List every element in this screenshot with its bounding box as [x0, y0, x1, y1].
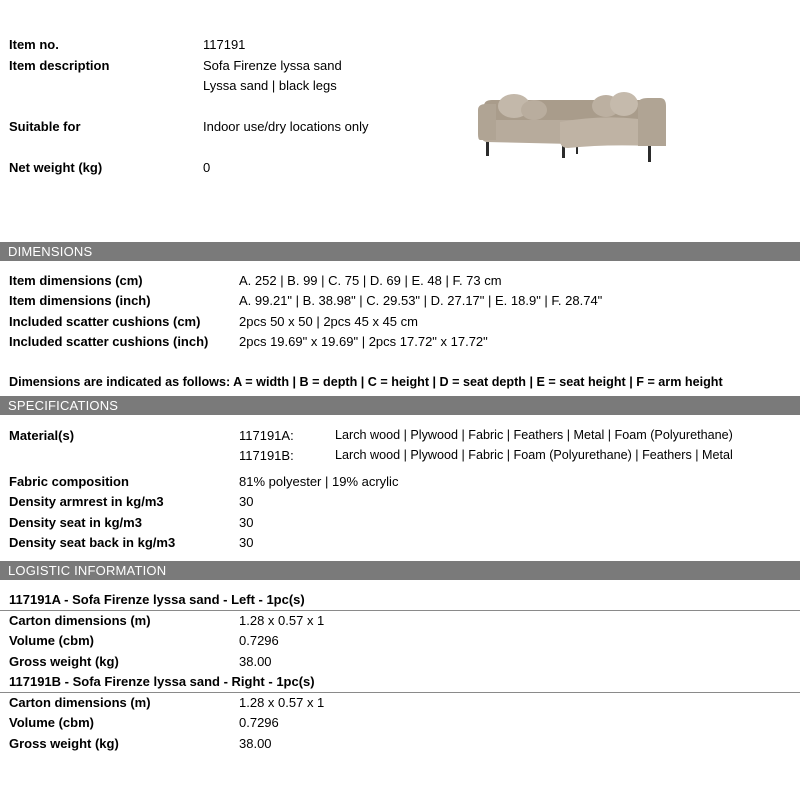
logistics-value: 1.28 x 0.57 x 1: [239, 613, 325, 628]
spec-label: Density armrest in kg/m3: [9, 494, 164, 509]
dimensions-label: Item dimensions (inch): [9, 293, 151, 308]
spec-label: Density seat back in kg/m3: [9, 535, 176, 550]
spec-label: Fabric composition: [9, 474, 129, 489]
logistics-value: 38.00: [239, 736, 272, 751]
logistics-label: Gross weight (kg): [9, 736, 119, 751]
spec-value: 30: [239, 515, 254, 530]
sofa-armrest: [638, 98, 666, 146]
spec-value: 30: [239, 494, 254, 509]
logistics-value: 0.7296: [239, 715, 279, 730]
dimensions-legend-note: Dimensions are indicated as follows: A = width | B = depth | C = height | D = seat depth | E = seat height | F = arm height: [9, 375, 723, 389]
sofa-product-image: [476, 84, 668, 164]
dimensions-value: 2pcs 19.69" x 19.69" | 2pcs 17.72" x 17.72": [239, 334, 488, 349]
item-no-value: 117191: [203, 37, 246, 52]
materials-label: Material(s): [9, 428, 75, 443]
spec-value: 30: [239, 535, 254, 550]
material-code: 117191A:: [239, 428, 294, 443]
item-no-label: Item no.: [9, 37, 59, 52]
dimensions-label: Item dimensions (cm): [9, 273, 143, 288]
item-description-line1: Sofa Firenze lyssa sand: [203, 58, 342, 73]
logistics-label: Volume (cbm): [9, 715, 94, 730]
logistics-label: Gross weight (kg): [9, 654, 119, 669]
net-weight-value: 0: [203, 160, 211, 175]
material-value: Larch wood | Plywood | Fabric | Foam (Polyurethane) | Feathers | Metal: [335, 448, 733, 462]
sofa-cushion: [521, 100, 547, 120]
spec-value: 81% polyester | 19% acrylic: [239, 474, 399, 489]
net-weight-label: Net weight (kg): [9, 160, 103, 175]
spec-label: Density seat in kg/m3: [9, 515, 142, 530]
logistics-label: Volume (cbm): [9, 633, 94, 648]
material-code: 117191B:: [239, 448, 294, 463]
dimensions-value: 2pcs 50 x 50 | 2pcs 45 x 45 cm: [239, 314, 418, 329]
material-value: Larch wood | Plywood | Fabric | Feathers | Metal | Foam (Polyurethane): [335, 428, 733, 442]
sofa-armrest: [478, 104, 496, 140]
suitable-for-label: Suitable for: [9, 119, 81, 134]
dimensions-label: Included scatter cushions (cm): [9, 314, 201, 329]
dimensions-label: Included scatter cushions (inch): [9, 334, 209, 349]
specifications-section-header: SPECIFICATIONS: [0, 396, 800, 415]
logistics-section-header: LOGISTIC INFORMATION: [0, 561, 800, 580]
logistics-value: 0.7296: [239, 633, 279, 648]
logistics-part-heading: 117191B - Sofa Firenze lyssa sand - Right - 1pc(s): [9, 674, 315, 689]
item-description-label: Item description: [9, 58, 110, 73]
logistics-value: 1.28 x 0.57 x 1: [239, 695, 325, 710]
logistics-value: 38.00: [239, 654, 272, 669]
dimensions-section-header: DIMENSIONS: [0, 242, 800, 261]
suitable-for-value: Indoor use/dry locations only: [203, 119, 369, 134]
divider: [0, 692, 800, 693]
dimensions-value: A. 99.21" | B. 38.98" | C. 29.53" | D. 27.17" | E. 18.9" | F. 28.74": [239, 293, 603, 308]
divider: [0, 610, 800, 611]
sofa-cushion: [610, 92, 638, 116]
logistics-label: Carton dimensions (m): [9, 613, 151, 628]
logistics-part-heading: 117191A - Sofa Firenze lyssa sand - Left - 1pc(s): [9, 592, 305, 607]
dimensions-value: A. 252 | B. 99 | C. 75 | D. 69 | E. 48 | F. 73 cm: [239, 273, 502, 288]
logistics-label: Carton dimensions (m): [9, 695, 151, 710]
item-description-line2: Lyssa sand | black legs: [203, 78, 337, 93]
